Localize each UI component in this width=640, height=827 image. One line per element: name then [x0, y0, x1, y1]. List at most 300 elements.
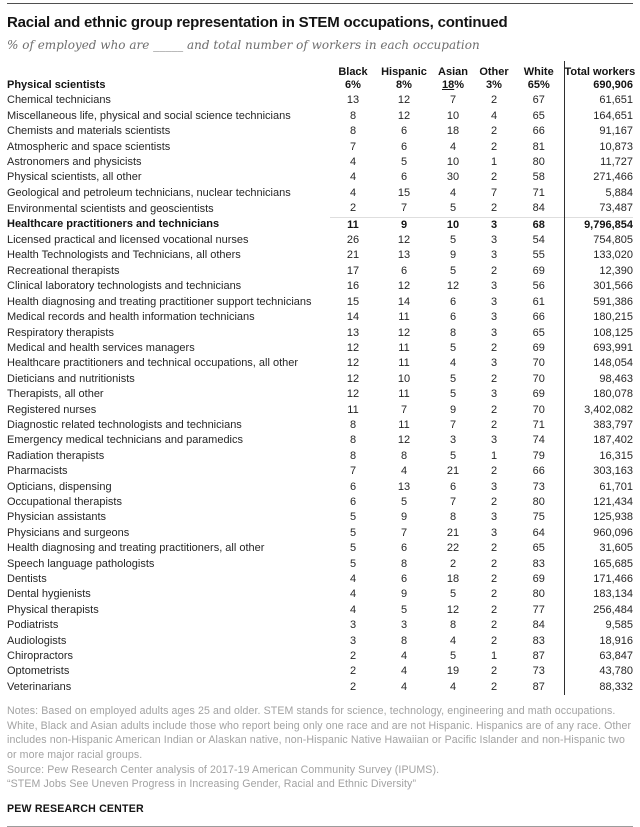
pct-cell-hispanic: 12: [397, 109, 411, 122]
total-workers-cell: 31,605: [564, 541, 633, 556]
table-row: [7, 248, 633, 263]
pct-cell-black: 2: [349, 665, 357, 678]
pct-cell-black: 7: [349, 140, 357, 153]
total-workers-cell: 960,096: [564, 526, 633, 541]
pct-cell-black: 4: [349, 156, 357, 169]
pct-cell-hispanic: 4: [400, 680, 408, 693]
pct-cell-asian: 8: [449, 619, 457, 632]
pct-cell-hispanic: 9: [400, 588, 408, 601]
pct-cell-white: 70: [532, 357, 545, 370]
pew-research-center-wordmark: PEW RESEARCH CENTER: [7, 802, 144, 815]
pct-cell-asian: 5: [449, 202, 457, 215]
occupation-label: Health Technologists and Technicians, all others: [7, 249, 241, 262]
table-row: [7, 495, 633, 510]
pct-cell-black: 2: [349, 650, 357, 663]
pct-cell-hispanic: 10: [397, 372, 411, 385]
table-row: [7, 310, 633, 325]
total-workers-cell: 10,873: [564, 140, 633, 155]
table-row: [7, 541, 633, 556]
occupation-label: Chemists and materials scientists: [7, 125, 171, 138]
table-row: [7, 387, 633, 402]
pct-cell-white: 77: [532, 603, 545, 616]
pct-cell-black: 6: [349, 495, 357, 508]
pct-cell-hispanic: 5: [400, 156, 408, 169]
table-row: [7, 372, 633, 387]
total-workers-cell: 301,566: [564, 279, 633, 294]
pct-cell-black: 12: [346, 341, 360, 354]
pct-cell-asian: 5: [449, 234, 457, 247]
pct-cell-hispanic: 11: [398, 357, 410, 370]
pct-cell-white: 80: [532, 156, 545, 169]
pct-cell-hispanic: 9: [400, 511, 408, 524]
occupation-label: Therapists, all other: [7, 388, 104, 401]
pct-cell-white: 55: [532, 249, 545, 262]
pct-cell-hispanic: 6: [400, 573, 408, 585]
pct-cell-hispanic: 5: [400, 495, 408, 508]
pct-cell-asian: 18: [446, 573, 460, 585]
pct-cell-other: 3: [490, 526, 498, 539]
pct-cell-black: 8: [349, 418, 357, 431]
pct-cell-asian: 6: [449, 480, 457, 493]
pct-cell-white: 66: [532, 311, 545, 324]
pct-cell-black: 4: [349, 573, 357, 585]
pct-cell-white: 87: [532, 680, 545, 693]
pct-cell-black: 6%: [345, 79, 361, 91]
pct-cell-white: 65%: [527, 79, 550, 91]
pct-cell-black: 3: [349, 619, 357, 632]
subtitle: % of employed who are _____ and total number of workers in each occupation: [7, 38, 480, 52]
pct-cell-white: 84: [532, 619, 545, 632]
pct-cell-other: 2: [490, 403, 498, 416]
pct-cell-other: 1: [490, 156, 498, 169]
pct-cell-hispanic: 5: [400, 603, 408, 616]
pct-cell-white: 83: [532, 634, 545, 647]
pct-cell-white: 69: [532, 573, 545, 585]
pct-cell-black: 5: [349, 557, 357, 570]
table-row: [7, 170, 633, 185]
occupation-label: Licensed practical and licensed vocational nurses: [7, 234, 249, 247]
total-workers-cell: 383,797: [564, 418, 633, 433]
total-workers-cell: 754,805: [564, 233, 633, 248]
pct-cell-asian: 4: [449, 634, 457, 647]
pct-cell-other: 3: [490, 388, 498, 401]
pct-cell-white: 87: [532, 650, 545, 663]
pct-cell-hispanic: 12: [397, 280, 411, 293]
occupation-label: Chiropractors: [7, 650, 74, 663]
total-workers-cell: 690,906: [564, 78, 633, 93]
pct-cell-black: 13: [346, 94, 360, 107]
pct-cell-white: 73: [532, 665, 545, 678]
pct-cell-other: 3: [490, 280, 498, 293]
pct-cell-white: 81: [532, 140, 545, 153]
notes-text: Notes: Based on employed adults ages 25 and older. STEM stands for science, technology, engineering and math occupations. White, Black and Asian adults include those who report being only one race and are not Hispanic. Hispanics are of any race. Other includes non-Hispanic American Indian or Alaskan native, non-Hispanic Native Hawaiian or Pacific Islander and non-Hispanic two or more major racial groups.: [7, 705, 632, 762]
pct-cell-hispanic: 6: [400, 542, 408, 555]
pct-cell-black: 12: [346, 388, 360, 401]
pct-cell-hispanic: 7: [400, 403, 408, 416]
pct-cell-asian: 21: [446, 526, 460, 539]
pct-cell-asian: 18: [446, 125, 460, 138]
table-row: [7, 186, 633, 201]
pct-cell-white: 80: [532, 588, 545, 601]
total-workers-cell: 183,134: [564, 587, 633, 602]
pct-cell-other: 2: [490, 603, 498, 616]
pct-cell-hispanic: 13: [397, 249, 411, 262]
pct-cell-other: 2: [490, 94, 498, 107]
table-row: [7, 217, 633, 233]
pct-cell-hispanic: 4: [400, 465, 408, 478]
total-workers-cell: 164,651: [564, 109, 633, 124]
pct-cell-other: 2: [490, 619, 498, 632]
occupation-label: Healthcare practitioners and technical occupations, all other: [7, 357, 299, 370]
pct-cell-asian: 10: [432, 217, 474, 233]
pct-cell-black: 21: [346, 249, 360, 262]
pct-cell-black: 26: [346, 234, 360, 247]
occupation-label: Occupational therapists: [7, 495, 122, 508]
pct-cell-other: 3: [490, 234, 498, 247]
pct-cell-black: 8: [349, 125, 357, 138]
total-workers-cell: 256,484: [564, 603, 633, 618]
total-workers-cell: 43,780: [564, 664, 633, 679]
total-workers-cell: 693,991: [564, 341, 633, 356]
total-workers-cell: 9,585: [564, 618, 633, 633]
pct-cell-other: 2: [490, 542, 498, 555]
total-workers-cell: 148,054: [564, 356, 633, 371]
pct-cell-other: 2: [490, 418, 498, 431]
occupation-label: Environmental scientists and geoscientists: [7, 202, 214, 215]
table-row: [7, 403, 633, 418]
pct-cell-other: 2: [490, 202, 498, 215]
notes-block: [7, 704, 633, 792]
pct-cell-white: 70: [532, 372, 545, 385]
pct-cell-hispanic: 8%: [396, 79, 412, 91]
col-header-black: Black: [338, 66, 368, 78]
pct-cell-other: 2: [490, 573, 498, 585]
source-text: Source: Pew Research Center analysis of 2017-19 American Community Survey (IPUMS).: [7, 763, 440, 776]
occupation-label: Respiratory therapists: [7, 326, 114, 339]
table-row: [7, 510, 633, 525]
pct-cell-asian: 7: [449, 495, 457, 508]
occupation-label: Emergency medical technicians and paramedics: [7, 434, 244, 447]
pct-cell-other: 2: [490, 372, 498, 385]
total-workers-cell: 98,463: [564, 372, 633, 387]
occupation-label: Recreational therapists: [7, 264, 120, 277]
pct-cell-hispanic: 8: [400, 557, 408, 570]
pct-cell-asian: 5: [449, 372, 457, 385]
pct-cell-white: 79: [532, 449, 545, 462]
pct-cell-other: 2: [490, 588, 498, 601]
pct-cell-black: 15: [346, 295, 360, 308]
col-header-other: Other: [479, 66, 509, 78]
pct-cell-other: 3: [490, 311, 498, 324]
total-workers-cell: 91,167: [564, 124, 633, 139]
pct-cell-hispanic: 15: [397, 186, 411, 199]
occupation-label: Audiologists: [7, 634, 67, 647]
pct-cell-black: 4: [349, 603, 357, 616]
pct-cell-asian: 7: [449, 418, 457, 431]
pct-cell-other: 2: [490, 140, 498, 153]
total-workers-cell: 88,332: [564, 680, 633, 695]
pct-cell-other: 2: [490, 341, 498, 354]
occupation-label: Healthcare practitioners and technicians: [7, 218, 220, 231]
pct-cell-white: 65: [532, 326, 545, 339]
occupation-label: Miscellaneous life, physical and social science technicians: [7, 109, 291, 122]
occupation-label: Physical scientists, all other: [7, 171, 142, 184]
total-workers-cell: 9,796,854: [564, 217, 633, 233]
col-header-total-workers: Total workers: [564, 61, 633, 78]
pct-cell-other: 2: [490, 665, 498, 678]
table-row: [7, 557, 633, 572]
pct-cell-asian: 22: [446, 542, 460, 555]
pct-cell-white: 58: [532, 171, 545, 184]
pct-cell-hispanic: 12: [397, 434, 411, 447]
occupation-label: Physical therapists: [7, 603, 99, 616]
total-workers-cell: 125,938: [564, 510, 633, 525]
pct-cell-black: 13: [346, 326, 360, 339]
table-row: [7, 78, 633, 93]
pct-cell-black: 16: [346, 280, 360, 293]
pct-cell-other: 7: [490, 186, 498, 199]
pct-cell-asian: 12: [446, 603, 460, 616]
top-rule: [7, 3, 633, 4]
table-row: [7, 140, 633, 155]
table-body: [7, 78, 633, 695]
pct-cell-other: 4: [490, 109, 498, 122]
pct-cell-black: 5: [349, 526, 357, 539]
occupation-label: Dieticians and nutritionists: [7, 372, 135, 385]
pct-cell-other: 2: [490, 680, 498, 693]
total-workers-cell: 3,402,082: [564, 403, 633, 418]
table-header-row: [7, 61, 633, 78]
pct-cell-hispanic: 11: [398, 418, 410, 431]
pct-cell-hispanic: 11: [398, 388, 410, 401]
occupation-label: Physical scientists: [7, 79, 106, 91]
total-workers-cell: 187,402: [564, 433, 633, 448]
total-workers-cell: 591,386: [564, 295, 633, 310]
occupation-label: Veterinarians: [7, 680, 72, 693]
total-workers-cell: 271,466: [564, 170, 633, 185]
pct-cell-black: 3: [349, 634, 357, 647]
pct-cell-asian: 3: [449, 434, 457, 447]
pct-cell-other: 3: [490, 249, 498, 262]
pct-cell-other: 3: [490, 480, 498, 493]
pct-cell-white: 64: [532, 526, 545, 539]
total-workers-cell: 108,125: [564, 326, 633, 341]
pct-cell-hispanic: 8: [400, 634, 408, 647]
pct-cell-white: 68: [514, 217, 564, 233]
pct-cell-hispanic: 12: [397, 94, 411, 107]
pct-cell-other: 3: [490, 357, 498, 370]
pct-cell-other: 3: [490, 326, 498, 339]
pct-cell-black: 4: [349, 588, 357, 601]
occupation-label: Medical and health services managers: [7, 341, 195, 354]
pct-cell-hispanic: 6: [400, 125, 408, 138]
pct-cell-black: 7: [349, 465, 357, 478]
pct-cell-white: 61: [532, 295, 545, 308]
pct-cell-hispanic: 7: [400, 526, 408, 539]
pct-cell-black: 12: [346, 372, 360, 385]
pct-cell-hispanic: 11: [398, 341, 410, 354]
table-row: [7, 124, 633, 139]
pct-cell-asian: 5: [449, 449, 457, 462]
occupation-label: Clinical laboratory technologists and technicians: [7, 280, 242, 293]
pct-cell-white: 56: [532, 280, 545, 293]
pct-cell-hispanic: 11: [398, 311, 410, 324]
total-workers-cell: 165,685: [564, 557, 633, 572]
report-title-quote: “STEM Jobs See Uneven Progress in Increasing Gender, Racial and Ethnic Diversity”: [7, 778, 417, 791]
pct-cell-hispanic: 14: [397, 295, 411, 308]
pct-cell-asian: 5: [449, 388, 457, 401]
pct-cell-other: 2: [490, 465, 498, 478]
pct-cell-asian: 2: [449, 557, 457, 570]
pct-cell-asian: 8: [449, 511, 457, 524]
total-workers-cell: 73,487: [564, 201, 633, 217]
pct-cell-black: 4: [349, 186, 357, 199]
total-workers-cell: 121,434: [564, 495, 633, 510]
occupation-label: Health diagnosing and treating practitioners, all other: [7, 542, 265, 555]
table-row: [7, 264, 633, 279]
pct-cell-other: 3%: [486, 79, 502, 91]
total-workers-cell: 180,078: [564, 387, 633, 402]
table-row: [7, 572, 633, 587]
col-header-white: White: [523, 66, 554, 78]
occupation-label: Astronomers and physicists: [7, 156, 142, 169]
pct-cell-asian: 7: [449, 94, 457, 107]
pct-cell-hispanic: 3: [400, 619, 408, 632]
occupation-label: Atmospheric and space scientists: [7, 140, 171, 153]
total-workers-cell: 5,884: [564, 186, 633, 201]
occupation-label: Health diagnosing and treating practitioner support technicians: [7, 295, 312, 308]
occupation-label: Chemical technicians: [7, 94, 111, 107]
pct-cell-white: 65: [532, 542, 545, 555]
pct-cell-black: 4: [349, 171, 357, 184]
pct-cell-other: 3: [490, 434, 498, 447]
pct-cell-other: 2: [490, 264, 498, 277]
pct-cell-other: 1: [490, 650, 498, 663]
total-workers-cell: 12,390: [564, 264, 633, 279]
occupation-label: Podiatrists: [7, 619, 59, 632]
pct-cell-white: 73: [532, 480, 545, 493]
table-row: [7, 326, 633, 341]
occupation-label: Pharmacists: [7, 465, 68, 478]
pct-cell-black: 2: [349, 202, 357, 215]
pct-cell-black: 12: [346, 357, 360, 370]
pct-cell-black: 6: [349, 480, 357, 493]
total-workers-cell: 61,701: [564, 480, 633, 495]
table-row: [7, 356, 633, 371]
pct-cell-white: 71: [532, 186, 545, 199]
table-row: [7, 449, 633, 464]
occupation-label: Diagnostic related technologists and technicians: [7, 418, 242, 431]
pct-cell-black: 11: [347, 403, 359, 416]
table-row: [7, 295, 633, 310]
total-workers-cell: 18,916: [564, 634, 633, 649]
pct-cell-asian: 5: [449, 264, 457, 277]
pct-cell-other: 3: [490, 511, 498, 524]
pct-cell-white: 54: [532, 234, 545, 247]
pct-cell-asian: 4: [449, 186, 457, 199]
occupation-label: Radiation therapists: [7, 449, 105, 462]
occupation-label: Medical records and health information technicians: [7, 311, 255, 324]
pct-cell-asian: 5: [449, 341, 457, 354]
table-row: [7, 418, 633, 433]
table-row: [7, 155, 633, 170]
pct-cell-black: 5: [349, 542, 357, 555]
table-row: [7, 93, 633, 108]
pct-cell-white: 67: [532, 94, 545, 107]
occupation-label: Physician assistants: [7, 511, 107, 524]
occupation-label: Geological and petroleum technicians, nuclear technicians: [7, 186, 291, 199]
pct-cell-other: 2: [490, 634, 498, 647]
pct-cell-white: 66: [532, 465, 545, 478]
page-title: Racial and ethnic group representation in STEM occupations, continued: [7, 14, 508, 31]
stem-occupations-table: [7, 61, 636, 695]
occupation-label: Dentists: [7, 573, 47, 585]
pct-cell-white: 84: [532, 202, 545, 215]
pct-cell-white: 75: [532, 511, 545, 524]
pct-cell-asian: 12: [446, 280, 460, 293]
pct-cell-black: 14: [346, 311, 360, 324]
pct-cell-black: 8: [349, 449, 357, 462]
pct-cell-hispanic: 6: [400, 171, 408, 184]
pct-cell-hispanic: 12: [397, 234, 411, 247]
pct-cell-asian: 4: [449, 357, 457, 370]
table-row: [7, 233, 633, 248]
pct-cell-hispanic: 6: [400, 264, 408, 277]
total-workers-cell: 63,847: [564, 649, 633, 664]
pct-cell-asian: 9: [449, 249, 457, 262]
pct-cell-hispanic: 12: [397, 326, 411, 339]
pct-cell-asian: 5: [449, 650, 457, 663]
pct-cell-white: 80: [532, 495, 545, 508]
occupation-label: Registered nurses: [7, 403, 97, 416]
pct-cell-black: 5: [349, 511, 357, 524]
pct-cell-hispanic: 4: [400, 650, 408, 663]
col-header-asian: Asian: [438, 66, 468, 78]
occupation-label: Physicians and surgeons: [7, 526, 130, 539]
occupation-label: Speech language pathologists: [7, 557, 155, 570]
pct-cell-asian: 18%: [441, 79, 465, 91]
pct-cell-hispanic: 9: [376, 217, 432, 233]
table-row: [7, 664, 633, 679]
total-workers-cell: 61,651: [564, 93, 633, 108]
pct-cell-asian: 30: [446, 171, 460, 184]
pct-cell-other: 3: [490, 295, 498, 308]
pct-cell-white: 69: [532, 388, 545, 401]
table-row: [7, 680, 633, 695]
total-workers-cell: 180,215: [564, 310, 633, 325]
pct-cell-white: 69: [532, 341, 545, 354]
pct-cell-asian: 5: [449, 588, 457, 601]
table-header: [7, 61, 636, 78]
pct-cell-asian: 10: [446, 109, 460, 122]
table-row: [7, 618, 633, 633]
pct-cell-other: 3: [474, 217, 514, 233]
pct-cell-black: 8: [349, 434, 357, 447]
table-row: [7, 109, 633, 124]
table-row: [7, 587, 633, 602]
pct-cell-other: 2: [490, 171, 498, 184]
pct-cell-other: 2: [490, 495, 498, 508]
table-row: [7, 634, 633, 649]
table-row: [7, 603, 633, 618]
pct-cell-black: 17: [346, 264, 360, 277]
total-workers-cell: 133,020: [564, 248, 633, 263]
occupation-label: Opticians, dispensing: [7, 480, 112, 493]
pct-cell-asian: 6: [449, 295, 457, 308]
table-row: [7, 526, 633, 541]
pct-cell-asian: 10: [446, 156, 460, 169]
total-workers-cell: 303,163: [564, 464, 633, 479]
